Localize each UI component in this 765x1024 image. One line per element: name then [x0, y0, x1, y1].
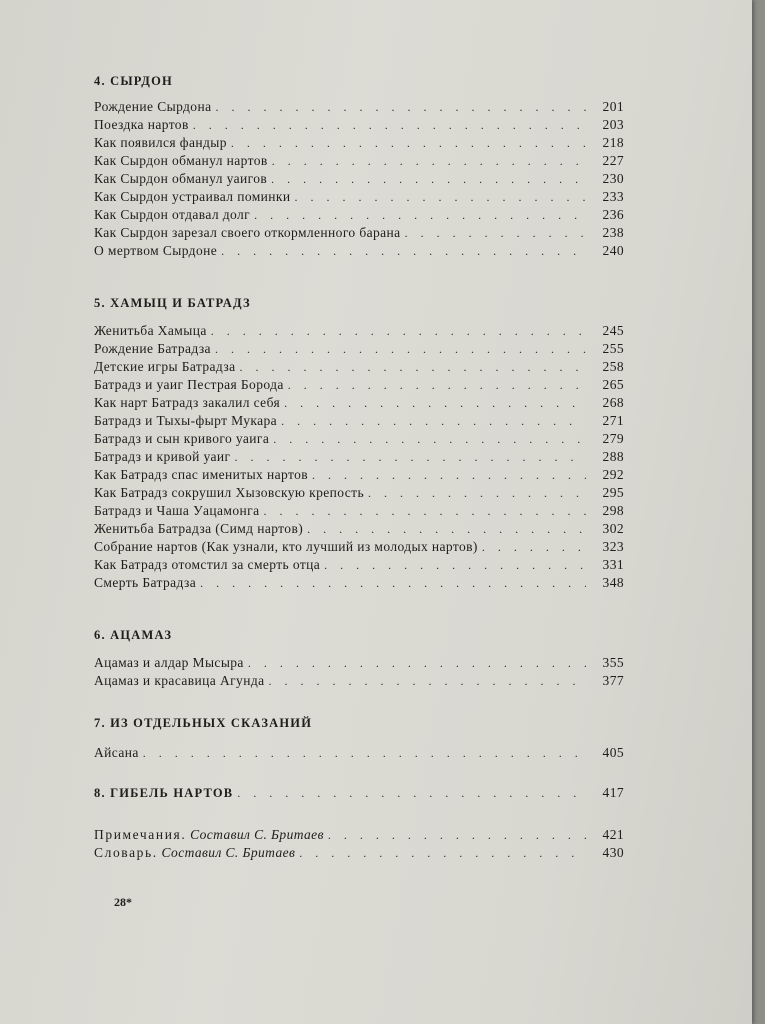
toc-entry[interactable]	[94, 188, 624, 206]
toc-entry[interactable]	[94, 520, 624, 538]
page-number: 227	[602, 153, 624, 168]
entry-title: Батрадз и сын кривого уаига	[94, 431, 270, 446]
dot-leader	[482, 538, 586, 556]
entry-title: Как Сырдон устраивал поминки	[94, 189, 291, 204]
dot-leader	[272, 152, 586, 170]
toc-entry[interactable]	[94, 116, 624, 134]
page-number: 288	[602, 449, 624, 464]
page-number: 377	[602, 673, 624, 688]
page-number: 292	[602, 467, 624, 482]
toc-entry[interactable]	[94, 340, 624, 358]
page-number: 255	[602, 341, 624, 356]
entry-title: Айсана	[94, 745, 139, 760]
section-title: 5. ХАМЫЦ И БАТРАДЗ	[94, 296, 251, 310]
entry-title: Женитьба Батрадза (Симд нартов)	[94, 521, 304, 536]
toc-entry[interactable]	[94, 412, 624, 430]
page-number: 355	[602, 655, 624, 670]
entry-title: Как Сырдон обманул уаигов	[94, 171, 268, 186]
dot-leader	[368, 484, 586, 502]
toc-entry[interactable]	[94, 672, 624, 690]
toc-entry[interactable]	[94, 242, 624, 260]
appendix-author: Составил С. Бритаев	[161, 845, 296, 860]
page-number: 230	[602, 171, 624, 186]
dot-leader	[211, 322, 586, 340]
dot-leader	[312, 466, 586, 484]
entry-title: Батрадз и уаиг Пестрая Борода	[94, 377, 284, 392]
dot-leader	[193, 116, 586, 134]
entry-title: Ацамаз и красавица Агунда	[94, 673, 265, 688]
toc-entry[interactable]	[94, 134, 624, 152]
page-number: 268	[602, 395, 624, 410]
appendix-author: Составил С. Бритаев	[190, 827, 324, 842]
page-number: 421	[602, 827, 624, 842]
entry-title: Батрадз и Тыхы-фырт Мукара	[94, 413, 278, 428]
entry-title: Ацамаз и алдар Мысыра	[94, 655, 244, 670]
entry-title: Рождение Сырдона	[94, 99, 212, 114]
dot-leader	[237, 784, 586, 802]
page-number: 295	[602, 485, 624, 500]
toc-entry[interactable]	[94, 358, 624, 376]
page-number: 405	[602, 745, 624, 760]
dot-leader	[143, 744, 586, 762]
toc-entry[interactable]	[94, 430, 624, 448]
section-title: 7. ИЗ ОТДЕЛЬНЫХ СКАЗАНИЙ	[94, 716, 313, 730]
toc-entry[interactable]	[94, 224, 624, 242]
page-number: 236	[602, 207, 624, 222]
dot-leader	[215, 98, 586, 116]
entry-title: Батрадз и кривой уаиг	[94, 449, 231, 464]
toc-entry[interactable]	[94, 484, 624, 502]
toc-entry[interactable]	[94, 394, 624, 412]
dot-leader	[284, 394, 586, 412]
section-title: 6. АЦАМАЗ	[94, 628, 173, 642]
toc-entry[interactable]	[94, 376, 624, 394]
dot-leader	[288, 376, 586, 394]
toc-entry[interactable]	[94, 844, 624, 862]
entry-title: Как Батрадз сокрушил Хызовскую крепость	[94, 485, 364, 500]
page-number: 430	[602, 845, 624, 860]
appendix-label: Словарь.	[94, 845, 158, 860]
page-number: 258	[602, 359, 624, 374]
dot-leader	[248, 654, 586, 672]
page-number: 203	[602, 117, 624, 132]
toc-entry[interactable]	[94, 206, 624, 224]
signature-mark: 28*	[114, 895, 132, 909]
section-title: 8. ГИБЕЛЬ НАРТОВ	[94, 786, 234, 800]
page-number: 265	[602, 377, 624, 392]
page-number: 240	[602, 243, 624, 258]
toc-entry[interactable]	[94, 784, 624, 802]
entry-title	[94, 826, 324, 844]
dot-leader	[328, 826, 586, 844]
page-number: 298	[602, 503, 624, 518]
page-number: 218	[602, 135, 624, 150]
toc-entry[interactable]	[94, 152, 624, 170]
page-number: 279	[602, 431, 624, 446]
table-of-contents	[94, 72, 624, 862]
entry-title: Как Батрадз спас именитых нартов	[94, 467, 309, 482]
dot-leader	[281, 412, 586, 430]
toc-entry[interactable]	[94, 502, 624, 520]
entry-title: Как Сырдон зарезал своего откормленного барана	[94, 225, 401, 240]
toc-entry[interactable]	[94, 654, 624, 672]
toc-entry[interactable]	[94, 826, 624, 844]
dot-leader	[273, 430, 586, 448]
toc-entry[interactable]	[94, 466, 624, 484]
dot-leader	[295, 188, 586, 206]
toc-entry[interactable]	[94, 744, 624, 762]
entry-title: Как Сырдон отдавал долг	[94, 207, 251, 222]
dot-leader	[221, 242, 586, 260]
page-number: 233	[602, 189, 624, 204]
section-title: 4. СЫРДОН	[94, 74, 173, 88]
page-number: 201	[602, 99, 624, 114]
dot-leader	[263, 502, 586, 520]
page-number: 245	[602, 323, 624, 338]
toc-entry[interactable]	[94, 538, 624, 556]
page-number: 238	[602, 225, 624, 240]
page-number: 323	[602, 539, 624, 554]
page-number: 271	[602, 413, 624, 428]
entry-title: Детские игры Батрадза	[94, 359, 236, 374]
dot-leader	[254, 206, 586, 224]
dot-leader	[240, 358, 587, 376]
page-number: 348	[602, 575, 624, 590]
page-number: 417	[602, 785, 624, 800]
entry-title: Как Сырдон обманул нартов	[94, 153, 268, 168]
entry-title: О мертвом Сырдоне	[94, 243, 218, 258]
dot-leader	[231, 134, 586, 152]
dot-leader	[324, 556, 586, 574]
toc-entry[interactable]	[94, 322, 624, 340]
entry-title	[94, 844, 295, 862]
toc-entry[interactable]	[94, 574, 624, 592]
dot-leader	[405, 224, 586, 242]
entry-title: Рождение Батрадза	[94, 341, 211, 356]
dot-leader	[307, 520, 586, 538]
entry-title: Смерть Батрадза	[94, 575, 197, 590]
appendix-label: Примечания.	[94, 827, 187, 842]
toc-entry[interactable]	[94, 98, 624, 116]
entry-title: Как появился фандыр	[94, 135, 227, 150]
dot-leader	[268, 672, 586, 690]
page-number: 331	[602, 557, 624, 572]
page-number: 302	[602, 521, 624, 536]
dot-leader	[215, 340, 586, 358]
dot-leader	[234, 448, 586, 466]
entry-title: Поездка нартов	[94, 117, 189, 132]
entry-title: Как нарт Батрадз закалил себя	[94, 395, 281, 410]
entry-title: Батрадз и Чаша Уацамонга	[94, 503, 260, 518]
entry-title: Как Батрадз отомстил за смерть отца	[94, 557, 321, 572]
toc-entry[interactable]	[94, 170, 624, 188]
dot-leader	[200, 574, 586, 592]
dot-leader	[299, 844, 586, 862]
entry-title: Женитьба Хамыца	[94, 323, 207, 338]
toc-entry[interactable]	[94, 448, 624, 466]
dot-leader	[271, 170, 586, 188]
toc-entry[interactable]	[94, 556, 624, 574]
entry-title: Собрание нартов (Как узнали, кто лучший из молодых нартов)	[94, 539, 478, 554]
